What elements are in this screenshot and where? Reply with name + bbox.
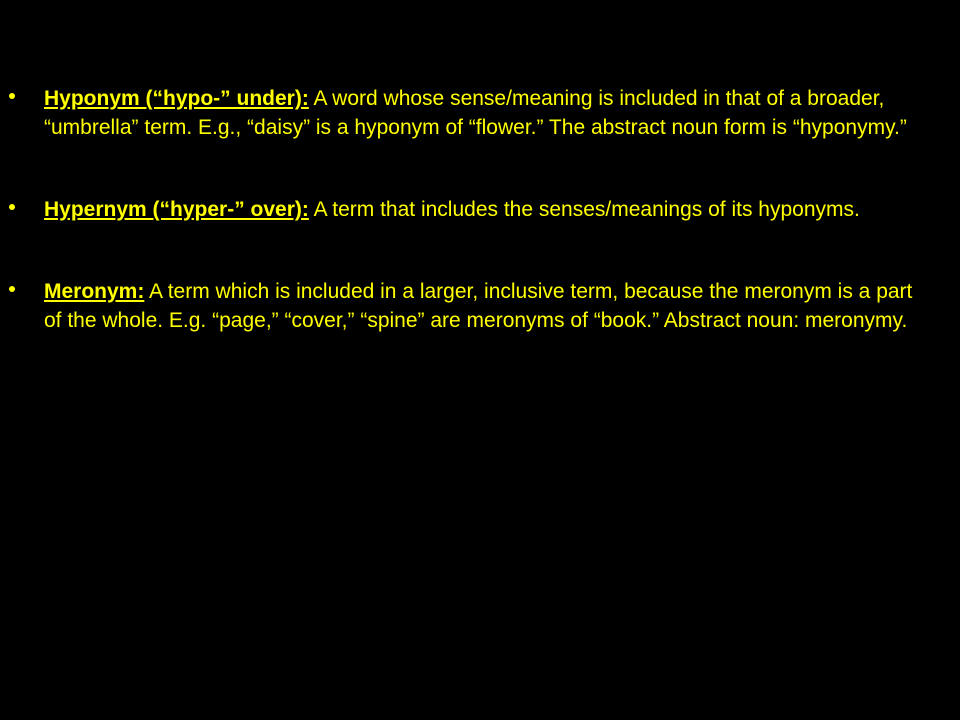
bullet-list [0, 84, 960, 335]
definition-hypernym: A term that includes the senses/meanings of its hyponyms. [308, 198, 860, 221]
bullet-item-hyponym [0, 84, 960, 142]
bullet-item-meronym [0, 277, 960, 335]
bullet-dot-icon [9, 93, 15, 99]
bullet-dot-icon [9, 286, 15, 292]
definition-meronym: A term which is included in a larger, inclusive term, because the meronym is a part of the whole. E.g. “page,” “cover,” “spine” are meronyms of “book.” Abstract noun: meronymy. [44, 280, 913, 332]
definition-hyponym: A word whose sense/meaning is included in that of a broader, “umbrella” term. E.g., “daisy” is a hyponym of “flower.” The abstract noun form is “hyponymy.” [44, 87, 907, 139]
term-meronym: Meronym: [44, 280, 145, 303]
term-hypernym: Hypernym (“hyper-” over): [44, 198, 309, 221]
bullet-dot-icon [9, 204, 15, 210]
term-hyponym: Hyponym (“hypo-” under): [44, 87, 309, 110]
bullet-item-hypernym [0, 195, 960, 224]
